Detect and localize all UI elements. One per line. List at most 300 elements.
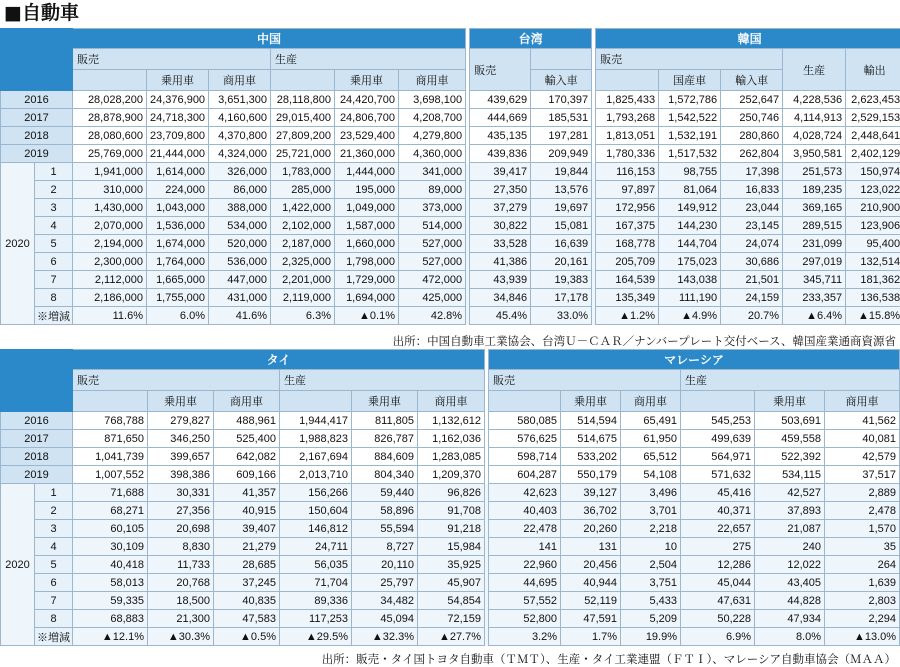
data-cell: 45,416 xyxy=(681,484,755,502)
data-cell: 1,674,000 xyxy=(147,235,209,253)
data-cell: 439,629 xyxy=(470,91,531,109)
data-cell: 175,023 xyxy=(659,253,721,271)
data-cell: 345,711 xyxy=(783,271,846,289)
table-row xyxy=(1,217,900,235)
data-cell: 205,709 xyxy=(596,253,659,271)
row-label-year: 2017 xyxy=(1,109,73,127)
data-cell: 811,805 xyxy=(352,412,418,430)
data-cell: 47,591 xyxy=(561,610,621,628)
col-header-commercial: 商用車 xyxy=(214,391,280,412)
data-cell: ▲4.9% xyxy=(659,307,721,325)
data-cell: 4,324,000 xyxy=(209,145,271,163)
col-header-import: 輸入車 xyxy=(721,70,783,91)
data-cell: 40,835 xyxy=(214,592,280,610)
data-cell: 1,793,268 xyxy=(596,109,659,127)
country-header-malaysia: マレーシア xyxy=(489,350,900,370)
data-cell: 297,019 xyxy=(783,253,846,271)
data-cell: 1,162,036 xyxy=(418,430,485,448)
data-cell: 39,407 xyxy=(214,520,280,538)
table-row xyxy=(1,199,900,217)
data-cell: 571,632 xyxy=(681,466,755,484)
data-cell: 16,833 xyxy=(721,181,783,199)
data-cell: 564,971 xyxy=(681,448,755,466)
page-title: ■自動車 xyxy=(4,2,79,24)
col-header-blank xyxy=(73,70,147,91)
bottom-data-table xyxy=(0,349,900,646)
col-header-commercial: 商用車 xyxy=(825,391,900,412)
data-cell: 181,362 xyxy=(846,271,900,289)
data-cell: 71,688 xyxy=(73,484,148,502)
data-cell: 19,697 xyxy=(531,199,592,217)
row-label-year: 2018 xyxy=(1,448,73,466)
data-cell: 1,665,000 xyxy=(147,271,209,289)
data-cell: 42,527 xyxy=(755,484,825,502)
data-cell: 44,828 xyxy=(755,592,825,610)
col-header-sales: 販売 xyxy=(489,370,681,391)
row-label-month: 7 xyxy=(35,592,73,610)
col-header-blank xyxy=(596,70,659,91)
data-cell: 444,669 xyxy=(470,109,531,127)
data-cell: 59,335 xyxy=(73,592,148,610)
data-cell: 60,105 xyxy=(73,520,148,538)
data-cell: 30,331 xyxy=(148,484,214,502)
data-cell: 1,209,370 xyxy=(418,466,485,484)
data-cell: 10 xyxy=(621,538,681,556)
data-cell: 5,209 xyxy=(621,610,681,628)
col-header-sales: 販売 xyxy=(73,370,280,391)
data-cell: 25,721,000 xyxy=(271,145,335,163)
data-cell: 40,403 xyxy=(489,502,561,520)
data-cell: 168,778 xyxy=(596,235,659,253)
data-cell: 91,218 xyxy=(418,520,485,538)
row-label-month: 8 xyxy=(35,289,73,307)
data-cell: 12,022 xyxy=(755,556,825,574)
data-cell: 399,657 xyxy=(148,448,214,466)
col-header-blank xyxy=(681,391,755,412)
data-cell: 1,422,000 xyxy=(271,199,335,217)
data-cell: 42.8% xyxy=(399,307,466,325)
data-cell: 59,440 xyxy=(352,484,418,502)
data-cell: 1,430,000 xyxy=(73,199,147,217)
col-header-export: 輸出 xyxy=(846,49,900,91)
data-cell: 89,336 xyxy=(280,592,352,610)
data-cell: 43,939 xyxy=(470,271,531,289)
data-cell: 21,279 xyxy=(214,538,280,556)
data-cell: 459,558 xyxy=(755,430,825,448)
data-cell: 2,294 xyxy=(825,610,900,628)
table-row xyxy=(1,91,900,109)
data-cell: 1,988,823 xyxy=(280,430,352,448)
data-cell: 17,178 xyxy=(531,289,592,307)
table-row xyxy=(1,271,900,289)
data-cell: 20,260 xyxy=(561,520,621,538)
data-cell: 19,844 xyxy=(531,163,592,181)
data-cell: 22,960 xyxy=(489,556,561,574)
data-cell: 4,160,600 xyxy=(209,109,271,127)
data-cell: 2,623,453 xyxy=(846,91,900,109)
table-row xyxy=(1,253,900,271)
row-label-year: 2016 xyxy=(1,412,73,430)
data-cell: 135,349 xyxy=(596,289,659,307)
data-cell: 4,028,724 xyxy=(783,127,846,145)
col-header-sales: 販売 xyxy=(470,49,531,91)
row-label-year: 2019 xyxy=(1,466,73,484)
data-cell: 41,357 xyxy=(214,484,280,502)
data-cell: 326,000 xyxy=(209,163,271,181)
data-cell: 47,631 xyxy=(681,592,755,610)
data-cell: 346,250 xyxy=(148,430,214,448)
data-cell: 61,950 xyxy=(621,430,681,448)
data-cell: 21,444,000 xyxy=(147,145,209,163)
data-cell: 2,194,000 xyxy=(73,235,147,253)
data-cell: 536,000 xyxy=(209,253,271,271)
row-label-month: 5 xyxy=(35,556,73,574)
data-cell: 97,897 xyxy=(596,181,659,199)
data-cell: 1,049,000 xyxy=(335,199,399,217)
data-cell: 1,729,000 xyxy=(335,271,399,289)
data-cell: 251,573 xyxy=(783,163,846,181)
data-cell: 527,000 xyxy=(399,253,466,271)
data-cell: 37,893 xyxy=(755,502,825,520)
col-header-passenger: 乗用車 xyxy=(561,391,621,412)
data-cell: 27,356 xyxy=(148,502,214,520)
data-cell: 56,035 xyxy=(280,556,352,574)
data-cell: 25,797 xyxy=(352,574,418,592)
data-cell: 2,119,000 xyxy=(271,289,335,307)
col-header-commercial: 商用車 xyxy=(621,391,681,412)
data-cell: 123,906 xyxy=(846,217,900,235)
data-cell: 2,218 xyxy=(621,520,681,538)
data-cell: 185,531 xyxy=(531,109,592,127)
data-cell: 42,579 xyxy=(825,448,900,466)
data-cell: 534,115 xyxy=(755,466,825,484)
data-cell: 20.7% xyxy=(721,307,783,325)
row-label-month: 4 xyxy=(35,217,73,235)
data-cell: 21,087 xyxy=(755,520,825,538)
data-cell: ▲12.1% xyxy=(73,628,148,646)
data-cell: 33.0% xyxy=(531,307,592,325)
data-cell: 17,398 xyxy=(721,163,783,181)
col-header-passenger: 乗用車 xyxy=(148,391,214,412)
table-row xyxy=(1,610,900,628)
data-cell: 1,587,000 xyxy=(335,217,399,235)
data-cell: 768,788 xyxy=(73,412,148,430)
data-cell: 576,625 xyxy=(489,430,561,448)
data-cell: 23,145 xyxy=(721,217,783,235)
data-cell: 24,711 xyxy=(280,538,352,556)
data-cell: 30,109 xyxy=(73,538,148,556)
data-cell: 3,651,300 xyxy=(209,91,271,109)
data-cell: 111,190 xyxy=(659,289,721,307)
data-cell: ▲32.3% xyxy=(352,628,418,646)
data-cell: 28,878,900 xyxy=(73,109,147,127)
data-cell: 4,228,536 xyxy=(783,91,846,109)
data-cell: 42,623 xyxy=(489,484,561,502)
data-cell: 6.3% xyxy=(271,307,335,325)
row-label-month: ※増減 xyxy=(35,628,73,646)
data-cell: 609,166 xyxy=(214,466,280,484)
data-cell: 123,022 xyxy=(846,181,900,199)
row-label-month: 3 xyxy=(35,520,73,538)
data-cell: 19.9% xyxy=(621,628,681,646)
data-cell: 503,691 xyxy=(755,412,825,430)
col-header-commercial: 商用車 xyxy=(399,70,466,91)
data-cell: 68,883 xyxy=(73,610,148,628)
data-cell: 197,281 xyxy=(531,127,592,145)
col-header-production: 生産 xyxy=(280,370,485,391)
data-cell: 71,704 xyxy=(280,574,352,592)
data-cell: ▲30.3% xyxy=(148,628,214,646)
table-row xyxy=(1,448,900,466)
data-cell: 3,496 xyxy=(621,484,681,502)
data-cell: 2,402,129 xyxy=(846,145,900,163)
data-cell: 240 xyxy=(755,538,825,556)
data-cell: 24,159 xyxy=(721,289,783,307)
data-cell: 2,167,694 xyxy=(280,448,352,466)
data-cell: 96,826 xyxy=(418,484,485,502)
data-cell: ▲27.7% xyxy=(418,628,485,646)
col-header-sales: 販売 xyxy=(596,49,783,70)
data-cell: 1,755,000 xyxy=(147,289,209,307)
table-row xyxy=(1,502,900,520)
data-cell: 604,287 xyxy=(489,466,561,484)
data-cell: 2,187,000 xyxy=(271,235,335,253)
data-cell: 2,448,641 xyxy=(846,127,900,145)
data-cell: 871,650 xyxy=(73,430,148,448)
data-cell: 1,007,552 xyxy=(73,466,148,484)
data-cell: 45,044 xyxy=(681,574,755,592)
data-cell: 36,702 xyxy=(561,502,621,520)
data-cell: 144,230 xyxy=(659,217,721,235)
data-cell: 1,572,786 xyxy=(659,91,721,109)
col-header-production: 生産 xyxy=(681,370,900,391)
data-cell: 2,201,000 xyxy=(271,271,335,289)
data-cell: ▲29.5% xyxy=(280,628,352,646)
data-cell: 884,609 xyxy=(352,448,418,466)
data-cell: 144,704 xyxy=(659,235,721,253)
row-label-month: 6 xyxy=(35,574,73,592)
data-cell: 447,000 xyxy=(209,271,271,289)
table-row xyxy=(1,430,900,448)
row-label-year: 2016 xyxy=(1,91,73,109)
data-cell: 39,127 xyxy=(561,484,621,502)
data-cell: 425,000 xyxy=(399,289,466,307)
data-cell: 24,376,900 xyxy=(147,91,209,109)
data-cell: 21,300 xyxy=(148,610,214,628)
data-cell: 68,271 xyxy=(73,502,148,520)
data-cell: 472,000 xyxy=(399,271,466,289)
data-cell: 1,798,000 xyxy=(335,253,399,271)
data-cell: 45,907 xyxy=(418,574,485,592)
data-cell: 15,984 xyxy=(418,538,485,556)
data-cell: 804,340 xyxy=(352,466,418,484)
data-cell: 23,709,800 xyxy=(147,127,209,145)
row-label-month: ※増減 xyxy=(35,307,73,325)
col-header-commercial: 商用車 xyxy=(418,391,485,412)
data-cell: 45.4% xyxy=(470,307,531,325)
data-cell: 40,418 xyxy=(73,556,148,574)
col-header-passenger: 乗用車 xyxy=(352,391,418,412)
col-header-blank xyxy=(73,391,148,412)
data-cell: 54,854 xyxy=(418,592,485,610)
table-row xyxy=(1,466,900,484)
table-row xyxy=(1,484,900,502)
data-cell: 1,517,532 xyxy=(659,145,721,163)
data-cell: ▲6.4% xyxy=(783,307,846,325)
data-cell: 431,000 xyxy=(209,289,271,307)
data-cell: 533,202 xyxy=(561,448,621,466)
data-cell: 41,386 xyxy=(470,253,531,271)
data-cell: 98,755 xyxy=(659,163,721,181)
data-cell: 1,813,051 xyxy=(596,127,659,145)
data-cell: 37,517 xyxy=(825,466,900,484)
data-cell: 195,000 xyxy=(335,181,399,199)
country-header-china: 中国 xyxy=(73,29,466,49)
data-cell: 499,639 xyxy=(681,430,755,448)
row-label-month: 7 xyxy=(35,271,73,289)
data-cell: 2,529,153 xyxy=(846,109,900,127)
data-cell: 40,915 xyxy=(214,502,280,520)
data-cell: 550,179 xyxy=(561,466,621,484)
data-cell: 30,822 xyxy=(470,217,531,235)
data-cell: 146,812 xyxy=(280,520,352,538)
data-cell: 210,900 xyxy=(846,199,900,217)
data-cell: 1,570 xyxy=(825,520,900,538)
data-cell: 24,074 xyxy=(721,235,783,253)
col-header-passenger: 乗用車 xyxy=(755,391,825,412)
data-cell: 2,889 xyxy=(825,484,900,502)
data-cell: 285,000 xyxy=(271,181,335,199)
data-cell: 280,860 xyxy=(721,127,783,145)
data-cell: 2,478 xyxy=(825,502,900,520)
table-row xyxy=(1,145,900,163)
data-cell: 4,370,800 xyxy=(209,127,271,145)
data-cell: 156,266 xyxy=(280,484,352,502)
data-cell: 81,064 xyxy=(659,181,721,199)
data-cell: 1,542,522 xyxy=(659,109,721,127)
data-cell: 3,698,100 xyxy=(399,91,466,109)
data-cell: 45,094 xyxy=(352,610,418,628)
data-cell: 4,114,913 xyxy=(783,109,846,127)
data-cell: 1,780,336 xyxy=(596,145,659,163)
data-cell: 20,456 xyxy=(561,556,621,574)
data-cell: 33,528 xyxy=(470,235,531,253)
row-label-month: 1 xyxy=(35,163,73,181)
data-cell: 6.9% xyxy=(681,628,755,646)
data-cell: 21,360,000 xyxy=(335,145,399,163)
data-cell: 65,512 xyxy=(621,448,681,466)
data-cell: 41,562 xyxy=(825,412,900,430)
data-cell: ▲15.8% xyxy=(846,307,900,325)
table-row xyxy=(1,556,900,574)
data-cell: 8,830 xyxy=(148,538,214,556)
table-row xyxy=(1,163,900,181)
row-group-label-2020: 2020 xyxy=(1,484,35,646)
data-cell: 3,701 xyxy=(621,502,681,520)
data-cell: 12,286 xyxy=(681,556,755,574)
data-cell: 47,583 xyxy=(214,610,280,628)
data-cell: 72,159 xyxy=(418,610,485,628)
col-header-blank xyxy=(271,70,335,91)
data-cell: 86,000 xyxy=(209,181,271,199)
data-cell: 2,013,710 xyxy=(280,466,352,484)
row-label-year: 2017 xyxy=(1,430,73,448)
data-cell: 116,153 xyxy=(596,163,659,181)
data-cell: 20,161 xyxy=(531,253,592,271)
country-header-taiwan: 台湾 xyxy=(470,29,592,49)
country-header-korea: 韓国 xyxy=(596,29,900,49)
top-data-table xyxy=(0,28,900,325)
row-label-month: 3 xyxy=(35,199,73,217)
table-row xyxy=(1,520,900,538)
col-header-blank xyxy=(531,49,592,70)
data-cell: 488,961 xyxy=(214,412,280,430)
row-label-month: 4 xyxy=(35,538,73,556)
row-label-year: 2019 xyxy=(1,145,73,163)
data-cell: 164,539 xyxy=(596,271,659,289)
col-header-production: 生産 xyxy=(271,49,466,70)
data-cell: 19,383 xyxy=(531,271,592,289)
data-cell: 43,405 xyxy=(755,574,825,592)
data-cell: 47,934 xyxy=(755,610,825,628)
data-cell: 44,695 xyxy=(489,574,561,592)
data-cell: 141 xyxy=(489,538,561,556)
data-cell: 1,132,612 xyxy=(418,412,485,430)
data-cell: ▲1.2% xyxy=(596,307,659,325)
data-cell: 289,515 xyxy=(783,217,846,235)
row-label-month: 8 xyxy=(35,610,73,628)
data-cell: 2,112,000 xyxy=(73,271,147,289)
source-note-top: 出所：中国自動車工業協会、台湾Ｕ－ＣＡＲ／ナンバープレート交付ベース、韓国産業通商資源省 xyxy=(392,334,896,348)
data-cell: 40,371 xyxy=(681,502,755,520)
data-cell: 35 xyxy=(825,538,900,556)
row-label-month: 6 xyxy=(35,253,73,271)
data-cell: 8,727 xyxy=(352,538,418,556)
data-cell: 2,070,000 xyxy=(73,217,147,235)
data-cell: 24,420,700 xyxy=(335,91,399,109)
data-cell: 4,279,800 xyxy=(399,127,466,145)
col-header-commercial: 商用車 xyxy=(209,70,271,91)
country-header-thailand: タイ xyxy=(73,350,485,370)
data-cell: 37,245 xyxy=(214,574,280,592)
table-row xyxy=(1,127,900,145)
data-cell: 209,949 xyxy=(531,145,592,163)
data-cell: 373,000 xyxy=(399,199,466,217)
data-cell: 2,504 xyxy=(621,556,681,574)
data-cell: 439,836 xyxy=(470,145,531,163)
data-cell: 40,081 xyxy=(825,430,900,448)
data-cell: 1,694,000 xyxy=(335,289,399,307)
table-row xyxy=(1,307,900,325)
data-cell: 1,660,000 xyxy=(335,235,399,253)
row-label-month: 1 xyxy=(35,484,73,502)
data-cell: 2,325,000 xyxy=(271,253,335,271)
col-header-blank xyxy=(489,391,561,412)
row-label-month: 2 xyxy=(35,502,73,520)
data-cell: 37,279 xyxy=(470,199,531,217)
data-cell: 58,013 xyxy=(73,574,148,592)
data-cell: 2,186,000 xyxy=(73,289,147,307)
data-cell: 20,698 xyxy=(148,520,214,538)
data-cell: 13,576 xyxy=(531,181,592,199)
data-cell: 224,000 xyxy=(147,181,209,199)
data-cell: 1,532,191 xyxy=(659,127,721,145)
data-cell: 132,514 xyxy=(846,253,900,271)
data-cell: 598,714 xyxy=(489,448,561,466)
data-cell: 826,787 xyxy=(352,430,418,448)
data-cell: 6.0% xyxy=(147,307,209,325)
data-cell: 150,604 xyxy=(280,502,352,520)
